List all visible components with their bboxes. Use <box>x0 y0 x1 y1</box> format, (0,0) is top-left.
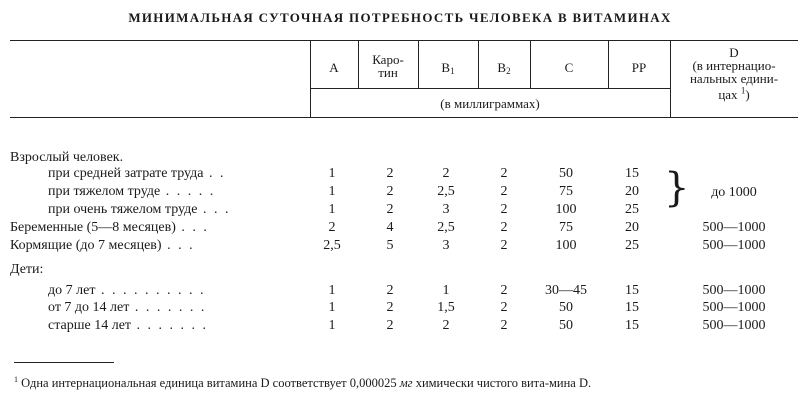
row-label-text: при средней затрате труда <box>48 166 204 181</box>
col-header-c: C <box>564 60 574 75</box>
table-cell: 50 <box>559 166 573 181</box>
table-cell-d: 500—1000 <box>702 300 766 315</box>
col-header-a: A <box>329 60 339 75</box>
table-title: МИНИМАЛЬНАЯ СУТОЧНАЯ ПОТРЕБНОСТЬ ЧЕЛОВЕКА В ВИТАМИНАХ <box>128 10 672 25</box>
col-header-b2: $B_2$ <box>497 60 511 76</box>
table-cell: 20 <box>625 220 639 235</box>
table-cell: 2 <box>386 318 394 333</box>
header-bottom-rule <box>10 117 798 118</box>
col-header-pp: PP <box>631 60 647 75</box>
table-cell: 30—45 <box>545 283 587 298</box>
table-cell: 2 <box>500 166 508 181</box>
table-cell: 2 <box>500 202 508 217</box>
table-cell: 2 <box>442 318 450 333</box>
curly-brace: } <box>664 165 690 211</box>
row-leader-dots: . . . . . . . <box>131 318 209 333</box>
table-row-label <box>48 202 230 218</box>
table-cell: 1 <box>328 283 336 298</box>
table-cell: 1 <box>328 318 336 333</box>
table-cell: 100 <box>555 238 577 253</box>
row-label-text: Беременные (5—8 месяцев) <box>10 220 176 235</box>
col-header-d <box>670 46 798 101</box>
table-cell: 3 <box>442 202 450 217</box>
row-label-text: Кормящие (до 7 месяцев) <box>10 238 162 253</box>
group-label: Взрослый человек. <box>10 150 124 165</box>
units-rule <box>310 88 670 89</box>
col-header-b1: $B_1$ <box>441 60 455 76</box>
table-cell-d: 500—1000 <box>702 318 766 333</box>
table-row-label <box>48 283 205 299</box>
table-cell: 1 <box>442 283 450 298</box>
table-cell: 4 <box>386 220 394 235</box>
col-header-d-line2: (в интернацио- <box>692 58 776 73</box>
row-leader-dots: . . . . . . . <box>129 300 207 315</box>
table-cell: 1 <box>328 166 336 181</box>
table-cell-d: 500—1000 <box>702 238 766 253</box>
table-cell: 2,5 <box>437 220 455 235</box>
table-row-label <box>48 300 206 316</box>
table-cell: 15 <box>625 318 639 333</box>
table-row-label <box>48 184 215 200</box>
table-row-label <box>10 238 195 254</box>
table-cell: 1 <box>328 184 336 199</box>
row-label-text: до 7 лет <box>48 283 96 298</box>
row-leader-dots: . . . <box>161 238 195 253</box>
table-cell: 2 <box>386 300 394 315</box>
table-cell: 5 <box>386 238 394 253</box>
row-label-text: от 7 до 14 лет <box>48 300 130 315</box>
row-leader-dots: . . . <box>175 220 209 235</box>
table-cell-d: 500—1000 <box>702 220 766 235</box>
row-label-text: старше 14 лет <box>48 318 132 333</box>
table-cell: 50 <box>559 318 573 333</box>
col-header-d-line4: цах $^1$) <box>718 86 750 103</box>
table-cell: 25 <box>625 238 639 253</box>
row-leader-dots: . . . . . . . . . . <box>95 283 206 298</box>
table-cell: 2 <box>500 300 508 315</box>
table-cell: 2 <box>500 220 508 235</box>
table-cell-d: 500—1000 <box>702 283 766 298</box>
group-label: Дети: <box>10 262 44 277</box>
table-cell-d-merged: до 1000 <box>711 185 757 200</box>
table-cell: 15 <box>625 283 639 298</box>
table-cell: 2 <box>500 238 508 253</box>
table-cell: 2 <box>500 318 508 333</box>
col-header-carotene-line1: Каро- <box>372 52 404 67</box>
row-leader-dots: . . . <box>197 202 231 217</box>
table-cell: 2 <box>500 184 508 199</box>
units-label: (в миллиграммах) <box>440 96 540 111</box>
row-leader-dots: . . <box>203 166 226 181</box>
table-cell: 2,5 <box>437 184 455 199</box>
header-top-rule <box>10 40 798 41</box>
table-cell: 25 <box>625 202 639 217</box>
table-cell: 15 <box>625 166 639 181</box>
row-leader-dots: . . . . . <box>160 184 216 199</box>
table-cell: 2 <box>386 202 394 217</box>
col-header-d-line1: D <box>729 45 739 60</box>
table-cell: 1 <box>328 300 336 315</box>
table-cell: 2 <box>442 166 450 181</box>
table-cell: 1 <box>328 202 336 217</box>
table-cell: 3 <box>442 238 450 253</box>
table-cell: 75 <box>559 184 573 199</box>
table-cell: 2 <box>386 184 394 199</box>
table-cell: 2 <box>500 283 508 298</box>
table-cell: 1,5 <box>437 300 455 315</box>
table-cell: 50 <box>559 300 573 315</box>
table-row-label <box>10 220 209 236</box>
col-header-carotene-line2: тин <box>378 65 398 80</box>
table-cell: 2 <box>328 220 336 235</box>
col-header-d-line3: нальных едини- <box>689 71 779 86</box>
table-row-label <box>48 166 225 182</box>
table-cell: 2 <box>386 166 394 181</box>
table-cell: 100 <box>555 202 577 217</box>
table-cell: 20 <box>625 184 639 199</box>
row-label-text: при тяжелом труде <box>48 184 161 199</box>
footnote: $^1$ Одна интернациональная единица витамина D соответствует 0,000025 мг химически чистого вита-мина D. <box>14 375 592 391</box>
col-header-carotene <box>358 53 418 79</box>
table-cell: 75 <box>559 220 573 235</box>
table-cell: 2,5 <box>323 238 341 253</box>
table-cell: 15 <box>625 300 639 315</box>
table-row-label <box>48 318 208 334</box>
table-cell: 2 <box>386 283 394 298</box>
row-label-text: при очень тяжелом труде <box>48 202 198 217</box>
footnote-rule <box>14 362 114 363</box>
